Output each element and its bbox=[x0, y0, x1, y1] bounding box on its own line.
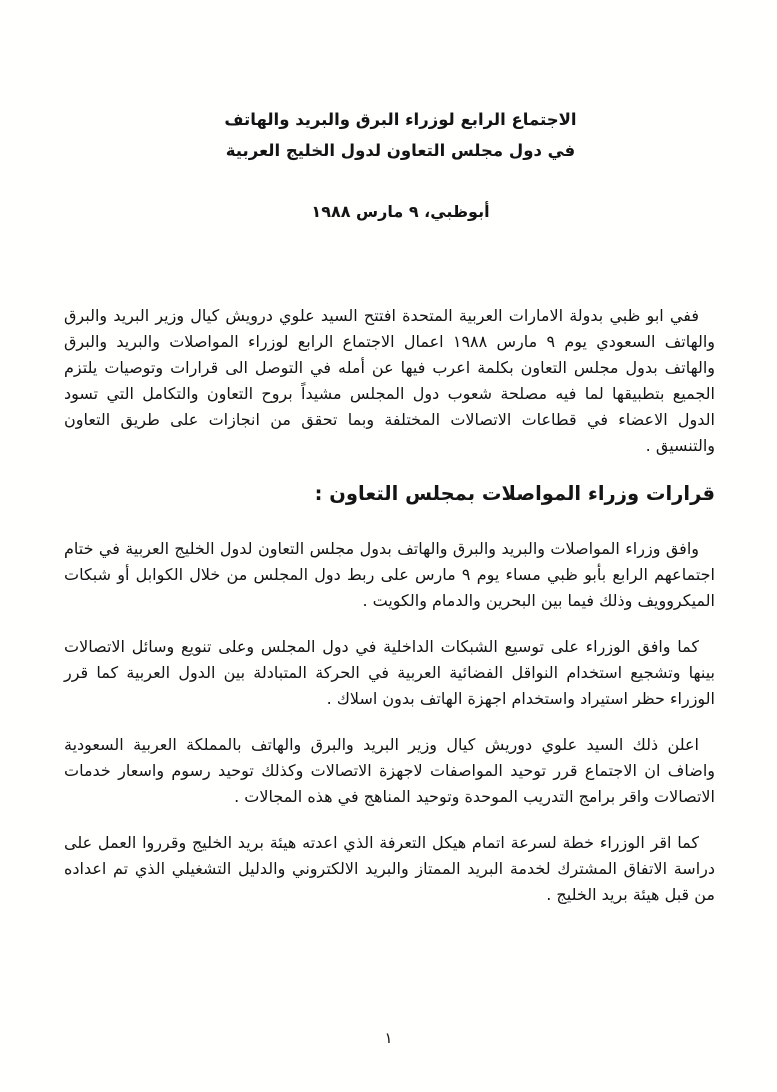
document-title-line-1: الاجتماع الرابع لوزراء البرق والبريد والهاتف bbox=[224, 110, 577, 129]
body-paragraph-3: اعلن ذلك السيد علوي دوريش كيال وزير البريد والبرق والهاتف بالمملكة العربية السعودية واضاف ان الاجتماع قرر توحيد المواصفات لاجهزة الاتصالات وكذلك توحيد رسوم واسعار خدمات الاتصالات واقر برامج التدريب الموحدة وتوحيد المناهج في هذه المجالات . bbox=[64, 735, 715, 806]
section-heading: قرارات وزراء المواصلات بمجلس التعاون : bbox=[314, 482, 715, 505]
document-body bbox=[64, 303, 715, 928]
document-date: أبوظبي، ٩ مارس ١٩٨٨ bbox=[311, 202, 490, 221]
body-paragraph-1: وافق وزراء المواصلات والبريد والبرق والهاتف بدول مجلس التعاون لدول الخليج العربية في ختام اجتماعهم الرابع بأبو ظبي مساء يوم ٩ مارس على ربط دول المجلس من خلال الكوابل أو شبكات الميكروويف وذلك فيما بين البحرين والدمام والكويت . bbox=[64, 539, 716, 610]
body-paragraph-4: كما اقر الوزراء خطة لسرعة اتمام هيكل التعرفة الذي اعدته هيئة بريد الخليج وقرروا العمل على دراسة الاتفاق المشترك لخدمة البريد الممتاز والبريد الالكتروني والدليل التشغيلي الذي تم اعداده من قبل هيئة بريد الخليج . bbox=[64, 833, 715, 904]
page-number: ١ bbox=[384, 1029, 393, 1047]
document-title-line-2: في دول مجلس التعاون لدول الخليج العربية bbox=[225, 141, 576, 160]
body-paragraph-2: كما وافق الوزراء على توسيع الشبكات الداخلية في دول المجلس وعلى تنويع وسائل الاتصالات بينها وتشجيع استخدام النواقل الفضائية العربية في الحركة المتبادلة بين الدول العربية كما قرر الوزراء حظر استيراد واستخدام اجهزة الهاتف بدون اسلاك . bbox=[64, 637, 715, 708]
intro-paragraph: ففي ابو ظبي بدولة الامارات العربية المتحدة افتتح السيد علوي درويش كيال وزير البريد والبرق والهاتف السعودي يوم ٩ مارس ١٩٨٨ اعمال الاجتماع الرابع لوزراء المواصلات والبريد والبرق والهاتف بدول مجلس التعاون بكلمة اعرب فيها عن أمله في التوصل الى قرارات وتوصيات يلتزم الجميع بتطبيقها لما فيه مصلحة شعوب دول المجلس مشيداً بروح التعاون والتكامل التي تسود الدول الاعضاء في قطاعات الاتصالات المختلفة وبما تحقق من انجازات على طريق التعاون والتنسيق . bbox=[64, 306, 716, 455]
document-header bbox=[24, 104, 777, 227]
